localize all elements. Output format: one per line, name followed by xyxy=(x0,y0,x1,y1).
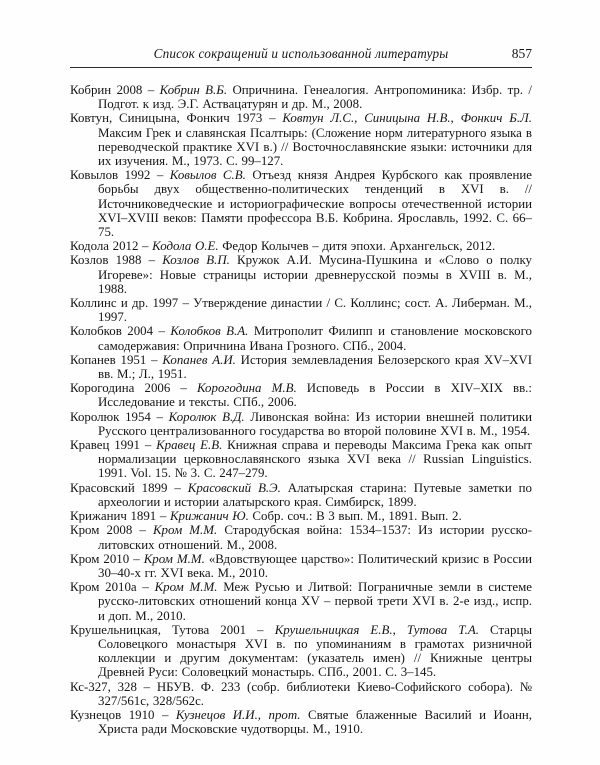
bibliography-entry xyxy=(70,324,532,352)
entry-text: Собр. соч.: В 3 вып. М., 1891. Вып. 2. xyxy=(248,509,462,524)
entry-text: Коллинс и др. 1997 – Утверждение династии / С. Коллинс; сост. А. Либерман. М., 1997. xyxy=(70,296,532,325)
page-header xyxy=(70,46,532,68)
bibliography-list xyxy=(70,83,532,736)
entry-author: Козлов В.П. xyxy=(162,253,230,268)
entry-text: Святые блаженные Василий и Иоанн, Христа ради Московские чудотворцы. М., 1910. xyxy=(98,707,533,737)
entry-text: «Вдовствующее царство»: Политический кризис в России 30–40-х гг. XVI века. М., 2010. xyxy=(98,551,532,580)
bibliography-entry xyxy=(70,353,532,381)
entry-text: Исповедь в России в XIV–XIX вв.: Исследование и тексты. СПб., 2006. xyxy=(98,381,532,410)
entry-text: Опричнина. Генеалогия. Антропоминика: Избр. тр. / Подгот. к изд. Э.Г. Аствацатурян и др. М., 2008. xyxy=(98,83,533,112)
entry-text: Королюк 1954 – xyxy=(70,409,169,424)
entry-author: Кобрин В.Б. xyxy=(159,83,228,97)
bibliography-entry xyxy=(70,83,532,111)
entry-text: Кс-327, 328 – НБУВ. Ф. 233 (собр. библиотеки Киево-Софийского собора). № 327/561с, 328/562с. xyxy=(70,679,532,708)
entry-author: Крушельницкая Е.В., Тутова Т.А. xyxy=(274,622,479,637)
entry-author: Крижанич Ю. xyxy=(169,509,249,524)
entry-text: Кром 2010 – xyxy=(70,551,144,566)
entry-text: Крушельницкая, Тутова 2001 – xyxy=(70,622,275,637)
bibliography-entry xyxy=(70,680,532,708)
entry-author: Корогодина М.В. xyxy=(196,381,297,396)
entry-text: Отъезд князя Андрея Курбского как проявление борьбы двух общественно-политических тенденций в XVI в. // Источниковедческие и историографические вопросы отечественной истории XVI–XVIII веков: Памяти профессора В.Б. Кобрина. Ярославль, 1992. С. 66–75. xyxy=(98,168,532,240)
entry-text: Красовский 1899 – xyxy=(70,480,188,495)
entry-text: Кружок А.И. Мусина-Пушкина и «Слово о полку Игореве»: Новые страницы истории древнерусской поэмы в XVIII в. М., 1988. xyxy=(98,253,532,296)
entry-author: Кром М.М. xyxy=(154,580,218,595)
entry-author: Кодола О.Е. xyxy=(152,239,219,254)
entry-author: Копанев А.И. xyxy=(162,352,236,367)
entry-text: Кобрин 2008 – xyxy=(70,83,160,97)
bibliography-entry xyxy=(70,239,532,253)
entry-text: Кодола 2012 – xyxy=(70,239,153,254)
entry-author: Кравец Е.В. xyxy=(156,438,223,453)
entry-text: Корогодина 2006 – xyxy=(70,381,197,396)
entry-author: Кром М.М. xyxy=(143,551,205,566)
entry-author: Ковтун Л.С., Синицына Н.В., Фонкич Б.Л. xyxy=(282,111,532,126)
entry-text: Кром 2010а – xyxy=(70,580,155,595)
entry-text: Кузнецов 1910 – xyxy=(70,707,176,722)
entry-author: Ковылов С.В. xyxy=(169,168,246,183)
entry-text: Крижанич 1891 – xyxy=(70,509,170,524)
entry-text: Ковылов 1992 – xyxy=(70,168,170,183)
entry-text: Старцы Соловецкого монастыря XVI в. по упоминаниям в грамотах ризничной коллекции и другим документам: (указатель имен) // Книжные центры Древней Руси: Соловецкий монастырь. СПб., 2001. С. 3–145. xyxy=(98,622,532,680)
entry-author: Кром М.М. xyxy=(152,523,218,538)
entry-author: Кузнецов И.И., прот. xyxy=(175,707,301,722)
entry-text: Ковтун, Синицына, Фонкич 1973 – xyxy=(70,111,283,126)
bibliography-entry xyxy=(70,580,532,623)
page-number: 857 xyxy=(511,46,532,61)
bibliography-entry xyxy=(70,623,532,680)
bibliography-entry xyxy=(70,410,532,438)
entry-text: Алатырская старина: Путевые заметки по археологии и истории алатырского края. Симбирск, 1899. xyxy=(98,480,532,509)
bibliography-entry xyxy=(70,708,532,736)
entry-text: История землевладения Белозерского края XV–XVI вв. М.; Л., 1951. xyxy=(98,352,533,382)
bibliography-entry xyxy=(70,111,532,168)
running-head: Список сокращений и использованной литературы xyxy=(153,46,449,61)
entry-author: Красовский В.Э. xyxy=(187,480,281,495)
bibliography-entry xyxy=(70,438,532,481)
bibliography-entry xyxy=(70,296,532,324)
bibliography-entry xyxy=(70,552,532,580)
entry-author: Колобков В.А. xyxy=(170,324,249,339)
bibliography-entry xyxy=(70,523,532,551)
entry-text: Митрополит Филипп и становление московского самодержавия: Опричнина Ивана Грозного. СПб., 2004. xyxy=(98,324,532,353)
entry-author: Королюк В.Д. xyxy=(168,409,245,424)
entry-text: Книжная справа и переводы Максима Грека как опыт нормализации церковнославянского языка XVI века // Russian Linguistics. 1991. Vol. 15. № 3. С. 247–279. xyxy=(98,438,532,481)
entry-text: Кром 2008 – xyxy=(70,523,153,538)
entry-text: Ливонская война: Из истории внешней политики Русского централизованного государства во второй половине XVI в. М., 1954. xyxy=(98,409,532,438)
entry-text: Колобков 2004 – xyxy=(70,324,171,339)
entry-text: Кравец 1991 – xyxy=(70,438,157,453)
entry-text: Меж Русью и Литвой: Пограничные земли в системе русско-литовских отношений конца XV – первой трети XVI в. 2-е изд., испр. и доп. М., 2010. xyxy=(98,580,533,623)
entry-text: Копанев 1951 – xyxy=(70,352,163,367)
bibliography-entry xyxy=(70,509,532,523)
entry-text: Козлов 1988 – xyxy=(70,253,163,268)
bibliography-entry xyxy=(70,253,532,296)
bibliography-entry xyxy=(70,381,532,409)
bibliography-entry xyxy=(70,168,532,239)
bibliography-entry xyxy=(70,481,532,509)
entry-text: Федор Колычев – дитя эпохи. Архангельск, 2012. xyxy=(218,239,496,254)
entry-text: Стародубская война: 1534–1537: Из истории русско-литовских отношений. М., 2008. xyxy=(98,523,533,552)
entry-text: Максим Грек и славянская Псалтырь: (Сложение норм литературного языка в переводческой практике XVI в.) // Восточнославянские языки: источники для их изучения. М., 1973. С. 99–127. xyxy=(98,125,532,169)
